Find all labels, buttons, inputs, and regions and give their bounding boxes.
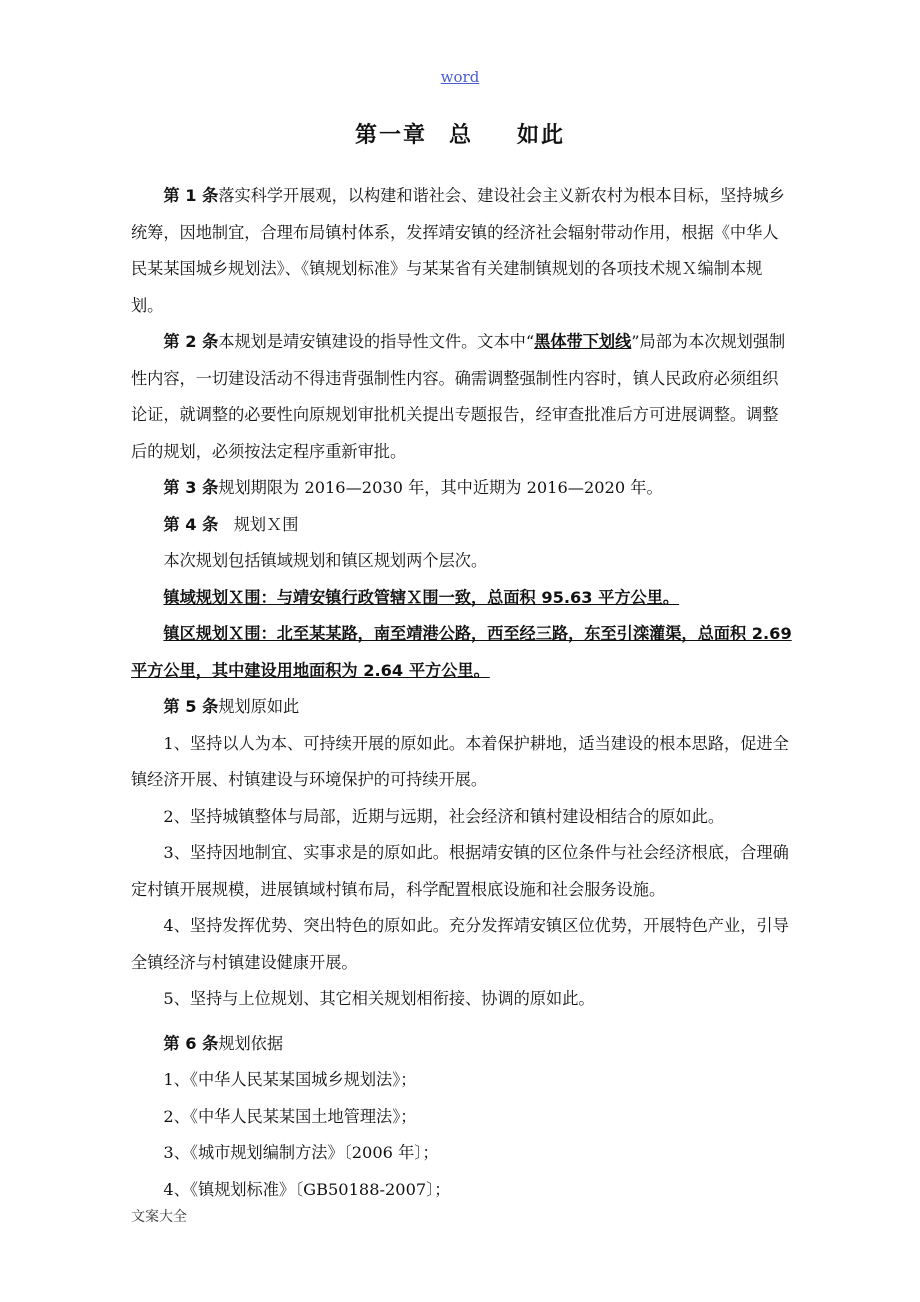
article-4-scope-town-center: 镇区规划Ｘ围：北至某某路，南至靖港公路，西至经三路，东至引滦灌渠，总面积 2.69 平方公里，其中建设用地面积为 2.64 平方公里。: [131, 624, 792, 680]
article-4-label: 第 4 条: [163, 514, 219, 534]
article-1: [131, 178, 793, 324]
article-5-item: 2、坚持城镇整体与局部，近期与远期，社会经济和镇村建设相结合的原如此。: [163, 806, 725, 826]
header-word-link[interactable]: word: [440, 68, 480, 86]
article-2-text-a: 本规划是靖安镇建设的指导性文件。文本中“: [218, 332, 535, 351]
article-4-scope-town-area: 镇域规划Ｘ围：与靖安镇行政管辖Ｘ围一致，总面积 95.63 平方公里。: [163, 587, 680, 607]
article-5-title: 规划原如此: [218, 697, 300, 716]
article-6-heading: [131, 1026, 793, 1063]
chapter-title-word2: 如此: [517, 123, 566, 148]
article-3-text: 规划期限为 2016—2030 年，其中近期为 2016—2020 年。: [218, 478, 663, 497]
article-6-item: 1、《中华人民某某国城乡规划法》；: [163, 1070, 417, 1089]
article-4-heading: [131, 507, 793, 544]
article-2-highlight: 黑体带下划线: [534, 332, 632, 351]
article-5-item: 4、坚持发挥优势、突出特色的原如此。充分发挥靖安镇区位优势，开展特色产业，引导全镇经济与村镇建设健康开展。: [131, 916, 789, 972]
page-footer: 文案大全: [131, 1209, 187, 1225]
article-4-intro: 本次规划包括镇域规划和镇区规划两个层次。: [163, 551, 488, 570]
article-3: [131, 470, 793, 507]
article-3-label: 第 3 条: [163, 478, 219, 497]
article-5-heading: [131, 689, 793, 726]
chapter-title-word1: 总: [448, 123, 473, 148]
article-6-item: 4、《镇规划标准》〔GB50188-2007〕；: [163, 1179, 451, 1199]
document-body: [131, 178, 793, 1208]
chapter-title: [0, 118, 920, 149]
article-4-title: 规划Ｘ围: [233, 514, 299, 534]
article-6-label: 第 6 条: [163, 1033, 219, 1053]
article-1-label: 第 1 条: [163, 186, 219, 205]
article-2-label: 第 2 条: [163, 332, 219, 351]
article-1-text: 落实科学开展观，以构建和谐社会、建设社会主义新农村为根本目标，坚持城乡统筹，因地制宜，合理布局镇村体系，发挥靖安镇的经济社会辐射带动作用，根据《中华人民某某国城乡规划法》、《镇规划标准》与某某省有关建制镇规划的各项技术规Ｘ编制本规划。: [131, 186, 785, 315]
article-2: [131, 324, 793, 470]
article-5-label: 第 5 条: [163, 697, 219, 716]
chapter-title-number: 第一章: [354, 123, 427, 148]
article-2-text-b: ”局部为本次规划强制性内容，一切建设活动不得违背强制性内容。确需调整强制性内容时，镇人民政府必须组织论证，就调整的必要性向原规划审批机关提出专题报告，经审查批准后方可进展调整。调整后的规划，必须按法定程序重新审批。: [131, 332, 786, 461]
article-6-title: 规划依据: [218, 1033, 284, 1053]
article-5-item: 3、坚持因地制宜、实事求是的原如此。根据靖安镇的区位条件与社会经济根底，合理确定村镇开展规模，进展镇域村镇布局，科学配置根底设施和社会服务设施。: [131, 843, 789, 899]
article-6-item: 3、《城市规划编制方法》〔2006 年〕；: [163, 1143, 439, 1162]
article-5-item: 5、坚持与上位规划、其它相关规划相衔接、协调的原如此。: [163, 989, 595, 1008]
article-5-item: 1、坚持以人为本、可持续开展的原如此。本着保护耕地，适当建设的根本思路，促进全镇经济开展、村镇建设与环境保护的可持续开展。: [131, 733, 789, 789]
article-6-item: 2、《中华人民某某国土地管理法》；: [163, 1106, 417, 1126]
